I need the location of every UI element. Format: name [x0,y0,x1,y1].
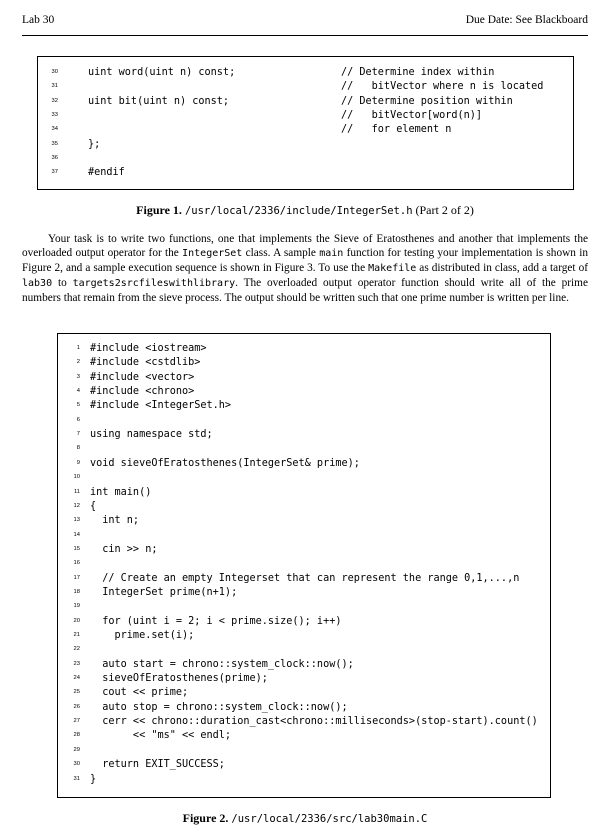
code-line [38,152,573,166]
line-number: 24 [73,675,80,682]
para-text: class. A sample [242,247,320,259]
code-text: cout << prime; [90,687,189,699]
due-date: Due Date: See Blackboard [465,14,588,26]
code-line [38,166,573,180]
line-number: 32 [51,97,58,104]
line-number: 13 [73,517,80,524]
code-line [58,586,550,600]
line-number: 27 [73,718,80,725]
code-text: sieveOfEratosthenes(prime); [90,673,268,685]
line-number: 11 [73,488,80,495]
header-rule [22,35,588,36]
figure1-caption-suffix: (Part 2 of 2) [415,203,474,217]
para-text: function for testing your implementation is shown in Figure 2, and a sample execution sequence is shown in Figure 3. To use the [22,247,588,274]
code-text: #include <vector> [90,371,195,383]
code-line [58,414,550,428]
code-text: #include <chrono> [90,386,195,398]
code-line [58,457,550,471]
line-number: 23 [73,660,80,667]
figure1-caption [22,203,588,218]
figure2-caption-path: /usr/local/2336/src/lab30main.C [231,813,428,825]
line-number: 9 [76,459,80,466]
code-line [58,758,550,772]
para-code: main [319,248,344,259]
line-number: 7 [76,431,80,438]
figure1-caption-label: Figure 1. [136,203,182,217]
code-line [58,729,550,743]
code-line [38,80,573,94]
code-text: int main() [90,486,152,498]
code-line [58,428,550,442]
code-line [58,342,550,356]
code-text: using namespace std; [90,429,213,441]
code-line [38,95,573,109]
code-comment: // for element n [341,124,452,136]
line-number: 31 [73,775,80,782]
para-code: IntegerSet [182,248,243,259]
code-text: auto start = chrono::system_clock::now(); [90,658,354,670]
line-number: 1 [76,345,80,351]
code-line [58,371,550,385]
code-line [38,138,573,152]
code-text: cerr << chrono::duration_cast<chrono::milliseconds>(stop-start).count() [90,716,538,728]
code-text: void sieveOfEratosthenes(IntegerSet& prime); [90,457,360,469]
line-number: 31 [51,83,58,90]
line-number: 10 [73,474,80,481]
para-text: to [52,277,73,289]
code-line [58,686,550,700]
code-text: auto stop = chrono::system_clock::now(); [90,701,348,713]
line-number: 25 [73,689,80,696]
line-number: 33 [51,111,58,118]
line-number: 21 [73,632,80,638]
line-number: 36 [51,154,58,161]
code-line [58,557,550,571]
code-text: IntegerSet prime(n+1); [90,586,238,598]
code-line [58,672,550,686]
line-number: 14 [73,531,80,538]
para-code: Makefile [368,263,417,274]
line-number: 3 [76,373,80,380]
code-text: #include <iostream> [90,343,207,354]
code-text: cin >> n; [90,543,158,555]
code-line [58,615,550,629]
code-text: for (uint i = 2; i < prime.size(); i++) [90,615,342,627]
code-line [58,543,550,557]
line-number: 26 [73,703,80,710]
para-code: targets2srcfileswithlibrary [72,278,236,289]
line-number: 18 [73,588,80,595]
para-text: Your task is to write two functions, one that implements the Sieve of Eratosthenes and another that implements the overloaded output operator for the [22,233,588,259]
line-number: 30 [51,69,58,75]
para-text: as distributed in class, add a target of [416,262,588,274]
code-line [58,658,550,672]
line-number: 28 [73,732,80,739]
code-text: return EXIT_SUCCESS; [90,759,225,771]
lab-title: Lab 30 [22,14,55,26]
code-comment: // Determine position within [341,95,513,107]
line-number: 22 [73,646,80,653]
figure2-caption-label: Figure 2. [182,811,229,825]
line-number: 20 [73,617,80,624]
code-comment: // Determine index within [341,67,495,78]
code-line [58,744,550,758]
code-text: // Create an empty Integerset that can represent the range 0,1,...,n [90,572,520,584]
line-number: 37 [51,169,58,176]
code-text: #include <cstdlib> [90,357,201,369]
code-line [58,500,550,514]
line-number: 12 [73,502,80,509]
code-text: } [90,773,97,785]
code-line [38,123,573,137]
line-number: 35 [51,140,58,147]
code-line [58,471,550,485]
code-line [58,514,550,528]
line-number: 29 [73,746,80,753]
code-text: uint word(uint n) const; [88,67,236,78]
code-text: #endif [88,167,125,179]
code-text: uint bit(uint n) const; [88,95,230,107]
line-number: 6 [76,416,80,423]
code-line [58,399,550,413]
code-comment: // bitVector[word(n)] [341,109,483,121]
line-number: 15 [73,545,80,552]
code-text: int n; [90,515,140,527]
line-number: 30 [73,761,80,768]
code-line [38,66,573,80]
code-line [58,773,550,787]
code-line [58,486,550,500]
line-number: 34 [51,126,58,133]
code-comment: // bitVector where n is located [341,81,544,93]
figure1-code-box [37,56,574,190]
code-line [58,529,550,543]
code-text: }; [88,138,101,150]
code-line [58,701,550,715]
code-text: << "ms" << endl; [90,730,232,742]
line-number: 8 [76,445,80,452]
line-number: 16 [73,560,80,567]
code-line [38,109,573,123]
code-text: #include <IntegerSet.h> [90,400,232,412]
code-line [58,572,550,586]
figure1-caption-path: /usr/local/2336/include/IntegerSet.h [184,205,413,217]
code-text: { [90,500,97,512]
para-code: lab30 [22,278,53,289]
code-text: prime.set(i); [90,630,195,641]
code-line [58,600,550,614]
para-text: . The overloaded output operator function should write all of the prime numbers that remain from the sieve process. The output should be written such that one prime number is written per line. [22,277,588,304]
code-line [58,715,550,729]
code-line [58,385,550,399]
code-line [58,629,550,643]
figure2-code-box [57,333,551,798]
code-line [58,356,550,370]
task-paragraph [22,232,588,305]
figure2-caption [22,811,588,826]
code-line [58,643,550,657]
line-number: 17 [73,574,80,581]
line-number: 2 [76,359,80,366]
line-number: 4 [76,388,80,395]
line-number: 19 [73,603,80,610]
line-number: 5 [76,402,80,409]
code-line [58,442,550,456]
